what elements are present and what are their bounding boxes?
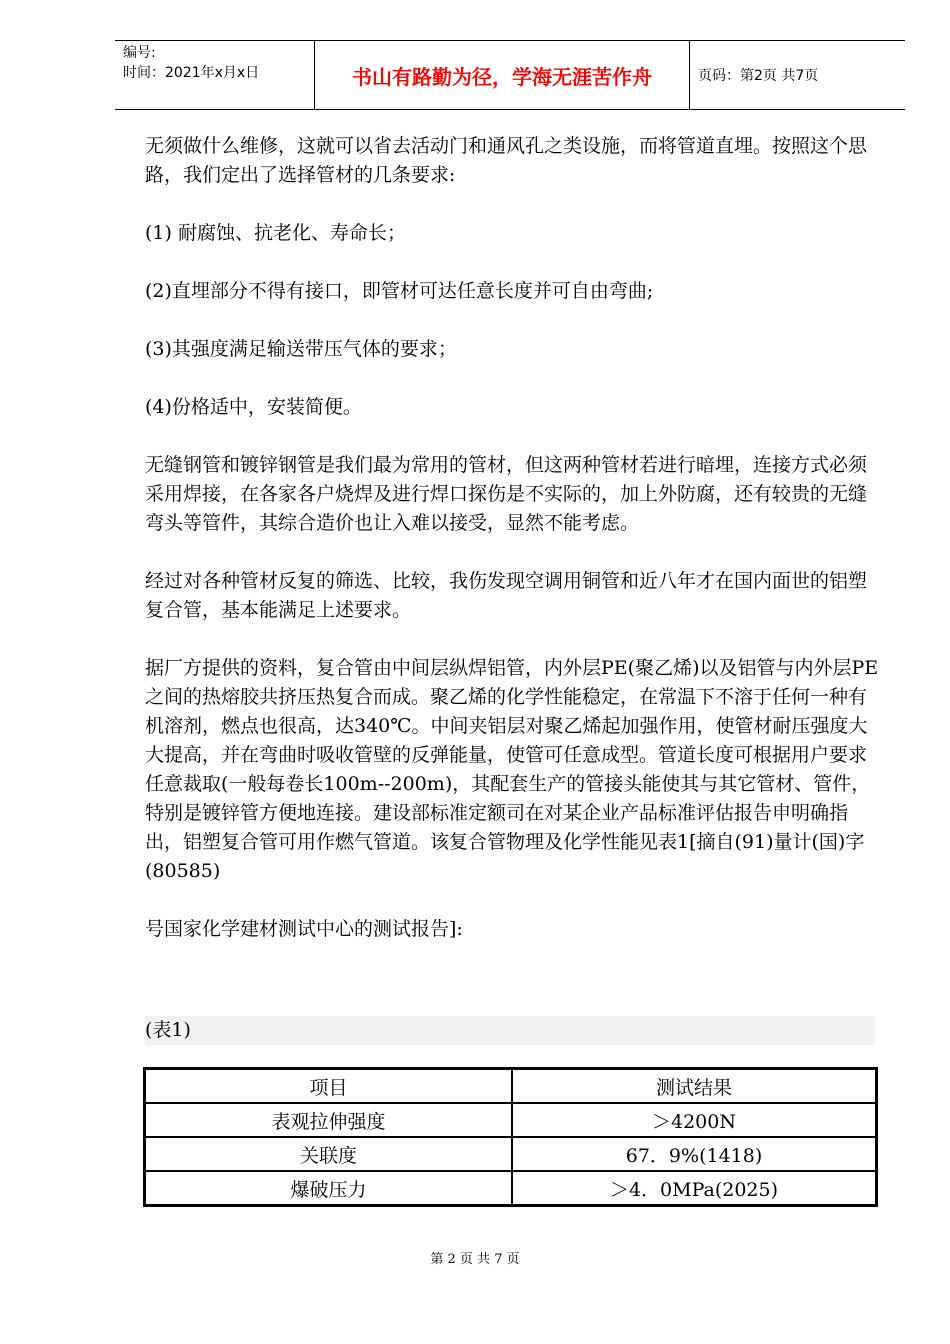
table-row (145, 1171, 876, 1205)
table-caption: (表1) (145, 1016, 875, 1045)
document-body (145, 132, 880, 952)
requirement-item: (1) 耐腐蚀、抗老化、寿命长； (145, 222, 406, 244)
table-header-row (145, 1069, 876, 1103)
requirement-item: (4)份格适中，安装简便。 (145, 396, 362, 418)
column-header-result: 测试结果 (512, 1069, 876, 1103)
table-cell-item: 表观拉伸强度 (145, 1103, 512, 1137)
header-page-label: 页码：第2页 共7页 (698, 68, 819, 84)
test-results-table (143, 1067, 878, 1207)
header-meta (115, 41, 315, 109)
table-cell-result: ＞4200N (512, 1103, 876, 1137)
document-header (115, 40, 905, 110)
time-label: 时间：2021年x月x日 (123, 65, 260, 81)
table-cell-item: 爆破压力 (145, 1171, 512, 1205)
requirement-item: (2)直埋部分不得有接口，即管材可达任意长度并可自由弯曲; (145, 280, 654, 302)
table-cell-item: 关联度 (145, 1137, 512, 1171)
code-label: 编号: (123, 45, 156, 61)
paragraph: 无缝钢管和镀锌钢管是我们最为常用的管材，但这两种管材若进行暗埋，连接方式必须采用焊接，在各家各户烧焊及进行焊口探伤是不实际的，加上外防腐，还有较贵的无缝弯头等管件，其综合造价也让入难以接受，显然不能考虑。 (145, 454, 868, 534)
paragraph: 据厂方提供的资料，复合管由中间层纵焊铝管，内外层PE(聚乙烯)以及铝管与内外层PE之间的热熔胶共挤压热复合而成。聚乙烯的化学性能稳定，在常温下不溶于任何一种有机溶剂，燃点也很高，达340℃。中间夹铝层对聚乙烯起加强作用，使管材耐压强度大大提高，并在弯曲时吸收管壁的反弹能量，使管可任意成型。管道长度可根据用户要求任意裁取(一般每卷长100m--200m)，其配套生产的管接头能使其与其它管材、管件，特别是镀锌管方便地连接。建设部标准定额司在对某企业产品标准评估报告申明确指出，铝塑复合管可用作燃气管道。该复合管物理及化学性能见表1[摘自(91)量计(国)字(80585) (145, 657, 879, 882)
table-row (145, 1137, 876, 1171)
table-row (145, 1103, 876, 1137)
requirement-item: (3)其强度满足输送带压气体的要求； (145, 338, 457, 360)
header-motto: 书山有路勤为径，学海无涯苦作舟 (315, 41, 690, 109)
paragraph: 号国家化学建材测试中心的测试报告]: (145, 918, 463, 940)
table-cell-result: ＞4．0MPa(2025) (512, 1171, 876, 1205)
paragraph: 经过对各种管材反复的筛选、比较，我伤发现空调用铜管和近八年才在国内面世的铝塑复合管，基本能满足上述要求。 (145, 570, 868, 621)
table-cell-result: 67．9%(1418) (512, 1137, 876, 1171)
column-header-item: 项目 (145, 1069, 512, 1103)
page-footer: 第 2 页 共 7 页 (430, 1252, 520, 1267)
paragraph: 无须做什么维修，这就可以省去活动门和通风孔之类设施，而将管道直埋。按照这个思路，我们定出了选择管材的几条要求: (145, 135, 868, 186)
